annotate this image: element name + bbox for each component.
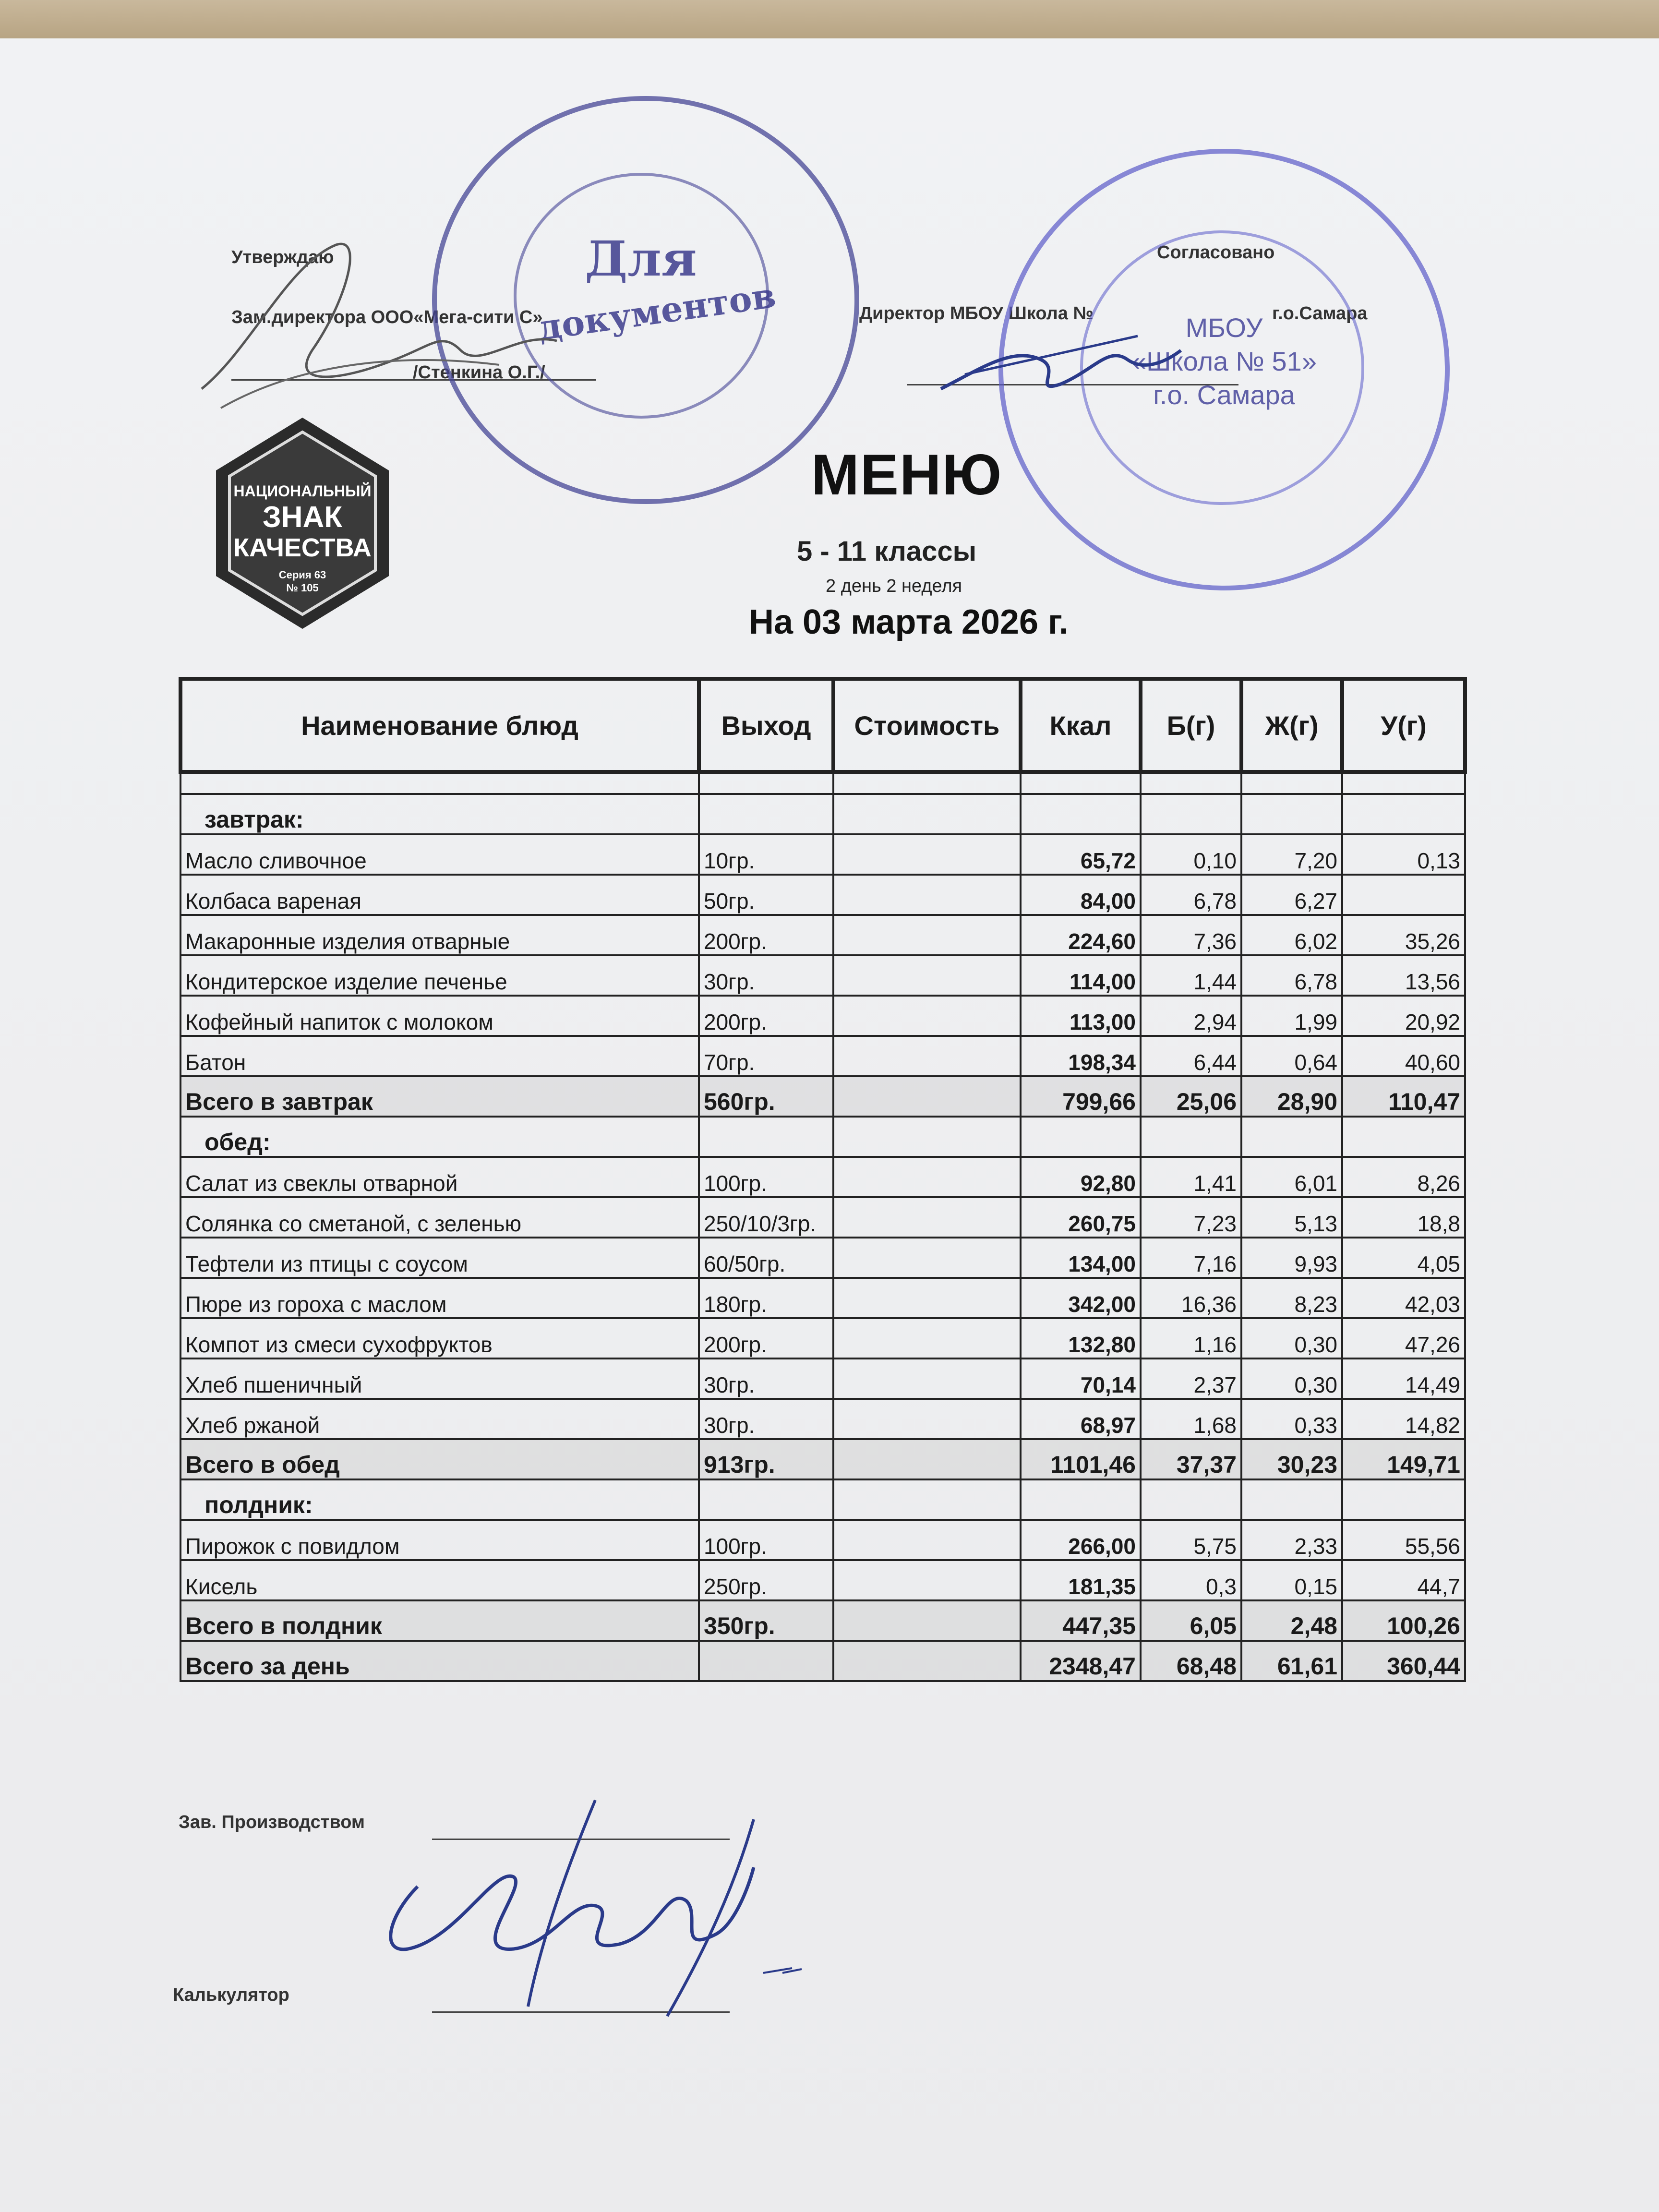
fat-cell: 0,30 — [1241, 1318, 1342, 1358]
table-row — [180, 1036, 1465, 1076]
output-cell: 350гр. — [699, 1600, 833, 1641]
protein-cell: 1,16 — [1141, 1318, 1241, 1358]
output-cell: 180гр. — [699, 1278, 833, 1318]
fat-cell: 0,33 — [1241, 1399, 1342, 1439]
carbs-cell: 0,13 — [1342, 834, 1465, 875]
carbs-cell — [1342, 875, 1465, 915]
output-cell: 30гр. — [699, 955, 833, 996]
empty-cell — [1241, 1117, 1342, 1157]
menu-table-body — [180, 772, 1465, 1681]
fat-cell: 28,90 — [1241, 1076, 1342, 1117]
dish-name-cell: Пирожок с повидлом — [180, 1520, 699, 1560]
section-label: завтрак: — [180, 794, 699, 834]
carbs-cell: 100,26 — [1342, 1600, 1465, 1641]
table-row — [180, 1399, 1465, 1439]
dish-name-cell: Макаронные изделия отварные — [180, 915, 699, 955]
cost-cell — [833, 996, 1021, 1036]
dish-name-cell: Батон — [180, 1036, 699, 1076]
quality-mark-badge — [216, 418, 389, 629]
section-label: обед: — [180, 1117, 699, 1157]
output-cell: 200гр. — [699, 996, 833, 1036]
kcal-cell: 2348,47 — [1021, 1641, 1141, 1681]
fat-cell: 6,78 — [1241, 955, 1342, 996]
table-row — [180, 996, 1465, 1036]
empty-cell — [1021, 1117, 1141, 1157]
menu-table — [179, 677, 1467, 1682]
dish-name-cell: Тефтели из птицы с соусом — [180, 1238, 699, 1278]
output-cell: 50гр. — [699, 875, 833, 915]
protein-cell: 0,3 — [1141, 1560, 1241, 1600]
col-header-protein: Б(г) — [1141, 679, 1241, 772]
empty-cell — [1021, 1479, 1141, 1520]
carbs-cell: 35,26 — [1342, 915, 1465, 955]
grade-range: 5 - 11 классы — [797, 536, 977, 567]
carbs-cell: 4,05 — [1342, 1238, 1465, 1278]
col-header-output: Выход — [699, 679, 833, 772]
kcal-cell: 799,66 — [1021, 1076, 1141, 1117]
protein-cell: 25,06 — [1141, 1076, 1241, 1117]
empty-cell — [699, 794, 833, 834]
dish-name-cell: Хлеб пшеничный — [180, 1358, 699, 1399]
output-cell: 100гр. — [699, 1157, 833, 1197]
kcal-cell: 114,00 — [1021, 955, 1141, 996]
carbs-cell: 149,71 — [1342, 1439, 1465, 1479]
kcal-cell: 447,35 — [1021, 1600, 1141, 1641]
cost-cell — [833, 1520, 1021, 1560]
output-cell: 30гр. — [699, 1399, 833, 1439]
protein-cell: 0,10 — [1141, 834, 1241, 875]
dish-name-cell: Всего в полдник — [180, 1600, 699, 1641]
protein-cell: 6,44 — [1141, 1036, 1241, 1076]
total-row — [180, 1641, 1465, 1681]
output-cell: 100гр. — [699, 1520, 833, 1560]
protein-cell: 1,44 — [1141, 955, 1241, 996]
carbs-cell: 18,8 — [1342, 1197, 1465, 1238]
section-label: полдник: — [180, 1479, 699, 1520]
fat-cell: 2,48 — [1241, 1600, 1342, 1641]
table-row — [180, 1157, 1465, 1197]
dish-name-cell: Всего за день — [180, 1641, 699, 1681]
dish-name-cell: Колбаса вареная — [180, 875, 699, 915]
table-row — [180, 875, 1465, 915]
col-header-name: Наименование блюд — [180, 679, 699, 772]
approve-label: Утверждаю — [231, 247, 334, 267]
badge-line-2: ЗНАК — [262, 501, 343, 534]
total-row — [180, 1076, 1465, 1117]
deputy-title: Зам.директора ООО«Мега-сити С» — [231, 307, 543, 327]
dish-name-cell: Солянка со сметаной, с зеленью — [180, 1197, 699, 1238]
dish-name-cell: Пюре из гороха с маслом — [180, 1278, 699, 1318]
dish-name-cell: Всего в завтрак — [180, 1076, 699, 1117]
cost-cell — [833, 1197, 1021, 1238]
director-title: Директор МБОУ Школа № — [859, 303, 1094, 324]
output-cell: 10гр. — [699, 834, 833, 875]
carbs-cell: 110,47 — [1342, 1076, 1465, 1117]
dish-name-cell: Всего в обед — [180, 1439, 699, 1479]
empty-cell — [1342, 1479, 1465, 1520]
empty-cell — [1021, 794, 1141, 834]
cost-cell — [833, 1439, 1021, 1479]
kcal-cell: 181,35 — [1021, 1560, 1141, 1600]
badge-line-3: КАЧЕСТВА — [233, 533, 372, 562]
cost-cell — [833, 1560, 1021, 1600]
output-cell — [699, 1641, 833, 1681]
table-row — [180, 1197, 1465, 1238]
col-header-fat: Ж(г) — [1241, 679, 1342, 772]
empty-cell — [1141, 1479, 1241, 1520]
page-title: МЕНЮ — [811, 443, 1003, 507]
kcal-cell: 1101,46 — [1021, 1439, 1141, 1479]
fat-cell: 7,20 — [1241, 834, 1342, 875]
empty-cell — [1241, 1479, 1342, 1520]
fat-cell: 0,30 — [1241, 1358, 1342, 1399]
school-stamp-center-1: МБОУ — [1185, 313, 1263, 343]
table-row — [180, 1560, 1465, 1600]
total-row — [180, 1439, 1465, 1479]
cost-cell — [833, 915, 1021, 955]
badge-line-1: НАЦИОНАЛЬНЫЙ — [233, 482, 372, 500]
output-cell: 250гр. — [699, 1560, 833, 1600]
protein-cell: 1,68 — [1141, 1399, 1241, 1439]
table-row — [180, 1278, 1465, 1318]
calculator-label: Калькулятор — [173, 1985, 289, 2005]
protein-cell: 7,23 — [1141, 1197, 1241, 1238]
fat-cell: 30,23 — [1241, 1439, 1342, 1479]
output-cell: 200гр. — [699, 915, 833, 955]
output-cell: 913гр. — [699, 1439, 833, 1479]
cost-cell — [833, 1358, 1021, 1399]
cost-cell — [833, 834, 1021, 875]
cost-cell — [833, 1157, 1021, 1197]
cost-cell — [833, 1399, 1021, 1439]
cost-cell — [833, 1076, 1021, 1117]
cost-cell — [833, 1641, 1021, 1681]
fat-cell: 8,23 — [1241, 1278, 1342, 1318]
empty-cell — [1141, 1117, 1241, 1157]
empty-cell — [1342, 794, 1465, 834]
empty-cell — [699, 1117, 833, 1157]
protein-cell: 37,37 — [1141, 1439, 1241, 1479]
cost-cell — [833, 955, 1021, 996]
protein-cell: 68,48 — [1141, 1641, 1241, 1681]
dish-name-cell: Кофейный напиток с молоком — [180, 996, 699, 1036]
protein-cell: 6,78 — [1141, 875, 1241, 915]
fat-cell: 6,01 — [1241, 1157, 1342, 1197]
carbs-cell: 14,49 — [1342, 1358, 1465, 1399]
empty-cell — [1241, 794, 1342, 834]
table-row — [180, 915, 1465, 955]
carbs-cell: 14,82 — [1342, 1399, 1465, 1439]
director-city: г.о.Самара — [1272, 303, 1368, 324]
kcal-cell: 260,75 — [1021, 1197, 1141, 1238]
protein-cell: 1,41 — [1141, 1157, 1241, 1197]
protein-cell: 16,36 — [1141, 1278, 1241, 1318]
col-header-kcal: Ккал — [1021, 679, 1141, 772]
output-cell: 200гр. — [699, 1318, 833, 1358]
carbs-cell: 360,44 — [1342, 1641, 1465, 1681]
school-stamp-center-2: «Школа № 51» — [1131, 346, 1317, 376]
company-stamp-center-1: Для — [585, 230, 697, 287]
protein-cell: 2,94 — [1141, 996, 1241, 1036]
dish-name-cell: Компот из смеси сухофруктов — [180, 1318, 699, 1358]
total-row — [180, 1600, 1465, 1641]
table-row — [180, 1358, 1465, 1399]
fat-cell: 2,33 — [1241, 1520, 1342, 1560]
carbs-cell: 13,56 — [1342, 955, 1465, 996]
school-stamp-center-3: г.о. Самара — [1153, 380, 1295, 410]
kcal-cell: 266,00 — [1021, 1520, 1141, 1560]
table-row — [180, 1520, 1465, 1560]
kcal-cell: 134,00 — [1021, 1238, 1141, 1278]
cost-cell — [833, 1600, 1021, 1641]
cost-cell — [833, 875, 1021, 915]
empty-cell — [833, 1479, 1021, 1520]
carbs-cell: 20,92 — [1342, 996, 1465, 1036]
table-row — [180, 955, 1465, 996]
output-cell: 70гр. — [699, 1036, 833, 1076]
col-header-carbs: У(г) — [1342, 679, 1465, 772]
dish-name-cell: Кондитерское изделие печенье — [180, 955, 699, 996]
kcal-cell: 68,97 — [1021, 1399, 1141, 1439]
dish-name-cell: Масло сливочное — [180, 834, 699, 875]
fat-cell: 6,02 — [1241, 915, 1342, 955]
carbs-cell: 40,60 — [1342, 1036, 1465, 1076]
kcal-cell: 92,80 — [1021, 1157, 1141, 1197]
table-row — [180, 1238, 1465, 1278]
col-header-cost: Стоимость — [833, 679, 1021, 772]
carbs-cell: 55,56 — [1342, 1520, 1465, 1560]
empty-cell — [833, 1117, 1021, 1157]
director-signature — [936, 317, 1186, 413]
protein-cell: 5,75 — [1141, 1520, 1241, 1560]
kcal-cell: 198,34 — [1021, 1036, 1141, 1076]
fat-cell: 0,64 — [1241, 1036, 1342, 1076]
spacer-row — [180, 772, 1465, 794]
kcal-cell: 84,00 — [1021, 875, 1141, 915]
kcal-cell: 70,14 — [1021, 1358, 1141, 1399]
cost-cell — [833, 1238, 1021, 1278]
protein-cell: 6,05 — [1141, 1600, 1241, 1641]
production-signature — [370, 1791, 821, 2040]
fat-cell: 9,93 — [1241, 1238, 1342, 1278]
fat-cell: 1,99 — [1241, 996, 1342, 1036]
table-row — [180, 834, 1465, 875]
agreed-label: Согласовано — [1157, 242, 1275, 263]
carbs-cell: 47,26 — [1342, 1318, 1465, 1358]
section-snack — [180, 1479, 1465, 1520]
output-cell: 250/10/3гр. — [699, 1197, 833, 1238]
fat-cell: 5,13 — [1241, 1197, 1342, 1238]
badge-line-5: № 105 — [286, 582, 319, 594]
protein-cell: 7,16 — [1141, 1238, 1241, 1278]
badge-line-4: Серия 63 — [278, 569, 326, 581]
empty-cell — [1342, 1117, 1465, 1157]
output-cell: 30гр. — [699, 1358, 833, 1399]
fat-cell: 61,61 — [1241, 1641, 1342, 1681]
kcal-cell: 224,60 — [1021, 915, 1141, 955]
kcal-cell: 342,00 — [1021, 1278, 1141, 1318]
kcal-cell: 132,80 — [1021, 1318, 1141, 1358]
kcal-cell: 65,72 — [1021, 834, 1141, 875]
fat-cell: 0,15 — [1241, 1560, 1342, 1600]
cost-cell — [833, 1036, 1021, 1076]
carbs-cell: 42,03 — [1342, 1278, 1465, 1318]
empty-cell — [1141, 794, 1241, 834]
deputy-name: /Стенкина О.Г./ — [413, 362, 545, 383]
protein-cell: 7,36 — [1141, 915, 1241, 955]
empty-cell — [699, 1479, 833, 1520]
kcal-cell: 113,00 — [1021, 996, 1141, 1036]
dish-name-cell: Салат из свеклы отварной — [180, 1157, 699, 1197]
output-cell: 560гр. — [699, 1076, 833, 1117]
section-lunch — [180, 1117, 1465, 1157]
table-row — [180, 1318, 1465, 1358]
company-stamp-center-2: документов — [536, 274, 779, 349]
menu-date: На 03 марта 2026 г. — [749, 603, 1069, 641]
output-cell: 60/50гр. — [699, 1238, 833, 1278]
week-day: 2 день 2 неделя — [826, 576, 962, 596]
production-head-label: Зав. Производством — [179, 1812, 365, 1832]
dish-name-cell: Хлеб ржаной — [180, 1399, 699, 1439]
cost-cell — [833, 1278, 1021, 1318]
carbs-cell: 8,26 — [1342, 1157, 1465, 1197]
deputy-signature — [192, 206, 624, 437]
cost-cell — [833, 1318, 1021, 1358]
dish-name-cell: Кисель — [180, 1560, 699, 1600]
carbs-cell: 44,7 — [1342, 1560, 1465, 1600]
section-breakfast — [180, 794, 1465, 834]
fat-cell: 6,27 — [1241, 875, 1342, 915]
table-header-row — [180, 679, 1465, 772]
empty-cell — [833, 794, 1021, 834]
protein-cell: 2,37 — [1141, 1358, 1241, 1399]
